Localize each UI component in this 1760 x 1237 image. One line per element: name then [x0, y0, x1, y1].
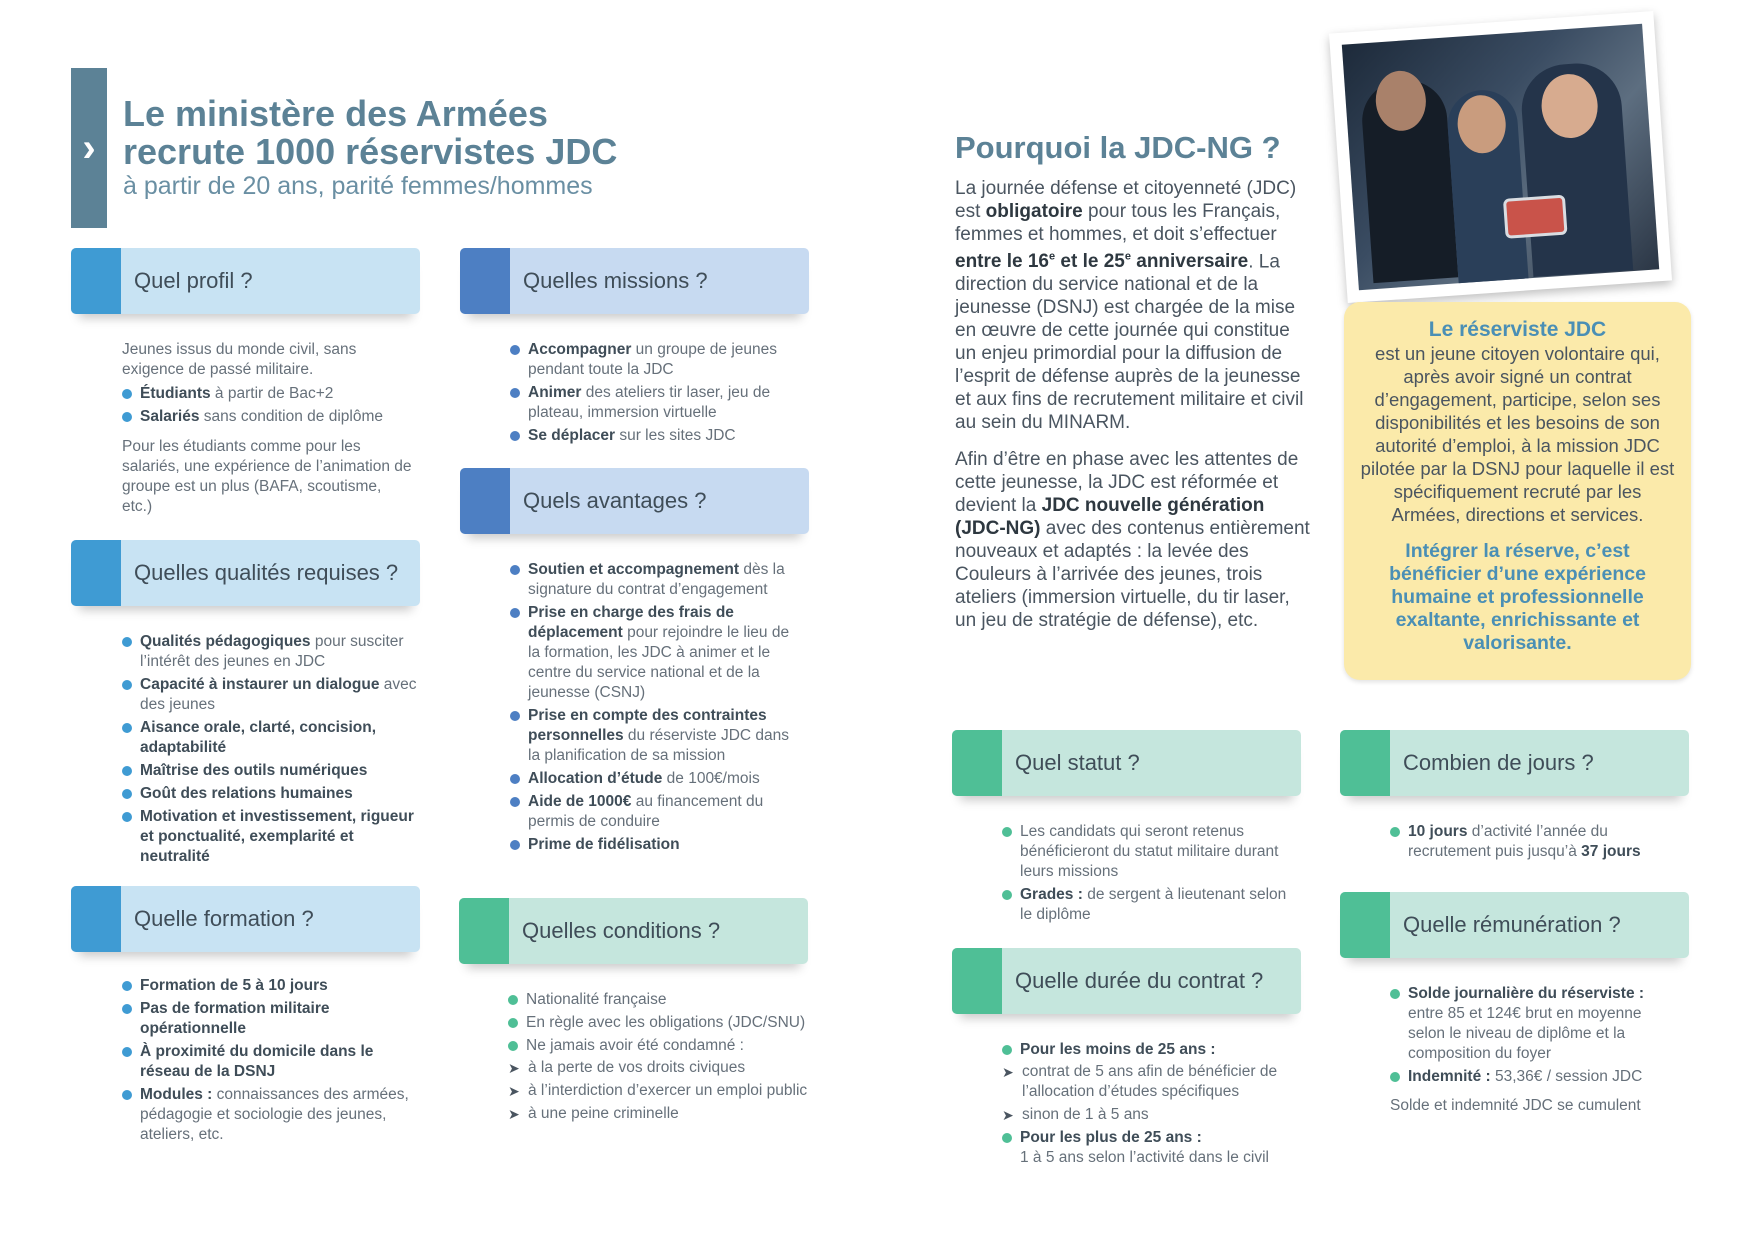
- title-line-1: Le ministère des Armées: [123, 93, 548, 134]
- list-item: Nationalité française: [508, 990, 808, 1010]
- list-item: Grades : de sergent à lieutenant selon le diplôme: [1002, 885, 1302, 925]
- profil-outro: Pour les étudiants comme pour les salariés, une expérience de l’animation de groupe est un plus (BAFA, scoutisme, etc.): [122, 438, 412, 515]
- list-item: Pas de formation militaire opérationnelle: [122, 999, 422, 1039]
- list-item: Pour les plus de 25 ans : 1 à 5 ans selon l’activité dans le civil: [1002, 1128, 1307, 1168]
- sub-list-item: ➤ contrat de 5 ans afin de bénéficier de l’allocation d’études spécifiques: [1002, 1062, 1307, 1102]
- title-line-2: recrute 1000 réservistes JDC: [123, 131, 618, 172]
- list-item: Les candidats qui seront retenus bénéficieront du statut militaire durant leurs missions: [1002, 822, 1302, 882]
- pourquoi-body: [955, 177, 1315, 646]
- page-title: [123, 95, 743, 171]
- pourquoi-title: Pourquoi la JDC-NG ?: [955, 130, 1281, 165]
- section-header-qualites: [71, 540, 420, 606]
- section-header-jours: [1340, 730, 1689, 796]
- list-item: Animer des ateliers tir laser, jeu de plateau, immersion virtuelle: [510, 383, 800, 423]
- page-subtitle: à partir de 20 ans, parité femmes/hommes: [123, 172, 593, 200]
- list-item: Qualités pédagogiques pour susciter l’intérêt des jeunes en JDC: [122, 632, 417, 672]
- list-item: Allocation d’étude de 100€/mois: [510, 769, 795, 789]
- sub-list-item: ➤ à la perte de vos droits civiques: [508, 1058, 808, 1078]
- pourquoi-paragraph-2: Afin d’être en phase avec les attentes de cette jeunesse, la JDC est réformée et devient la JDC nouvelle génération (JDC-NG) avec des contenus entièrement nouveaux et adaptés : la levée des Couleurs à l’arrivée des jeunes, trois ateliers (immersion virtuelle, du tir laser, un jeu de stratégie de défense), etc.: [955, 449, 1310, 632]
- list-item: Ne jamais avoir été condamné : ➤ à la perte de vos droits civiques ➤ à l’interdiction d’exercer un emploi public ➤ à une peine criminelle: [508, 1036, 808, 1124]
- list-item: En règle avec les obligations (JDC/SNU): [508, 1013, 808, 1033]
- sub-list-item: ➤ sinon de 1 à 5 ans: [1002, 1105, 1307, 1125]
- section-strip: [71, 886, 121, 952]
- list-item: Aide de 1000€ au financement du permis de conduire: [510, 792, 795, 832]
- section-title: Quelles qualités requises ?: [134, 560, 399, 585]
- reserviste-callout: Intégrer la réserve, c’est bénéficier d’une expérience humaine et professionnelle exaltante, enrichissante et valorisante.: [1389, 540, 1646, 654]
- list-item: Maîtrise des outils numériques: [122, 761, 417, 781]
- section-strip: [460, 468, 510, 534]
- list-item: Salariés sans condition de diplôme: [122, 407, 412, 427]
- section-strip: [459, 898, 509, 964]
- list-item: Soutien et accompagnement dès la signature du contrat d’engagement: [510, 560, 795, 600]
- section-strip: [71, 540, 121, 606]
- duree-list: [1002, 1040, 1307, 1171]
- section-title: Quelles missions ?: [523, 268, 708, 293]
- remuneration-note: Solde et indemnité JDC se cumulent: [1390, 1097, 1641, 1114]
- photo-young-people: [1329, 11, 1672, 303]
- list-item: Aisance orale, clarté, concision, adaptabilité: [122, 718, 417, 758]
- section-header-remuneration: [1340, 892, 1689, 958]
- conditions-list: [508, 990, 808, 1127]
- section-strip: [1340, 892, 1390, 958]
- section-header-avantages: [460, 468, 809, 534]
- section-header-missions: [460, 248, 809, 314]
- section-header-profil: [71, 248, 420, 314]
- section-strip: [952, 730, 1002, 796]
- chevron-right-icon: ›: [82, 126, 96, 170]
- section-title: Combien de jours ?: [1403, 750, 1594, 775]
- list-item: Capacité à instaurer un dialogue avec des jeunes: [122, 675, 417, 715]
- reserviste-body: est un jeune citoyen volontaire qui, après avoir signé un contrat d’engagement, participe, selon ses disponibilités et les besoins de son autorité d’emploi, à la mission JDC pilotée par la DSNJ pour laquelle il est spécifiquement recruté par les Armées, directions et services.: [1360, 343, 1675, 525]
- profil-intro: Jeunes issus du monde civil, sans exigence de passé militaire.: [122, 341, 357, 378]
- list-item: Prise en charge des frais de déplacement pour rejoindre le lieu de la formation, les JDC à animer et le centre du service national et de la jeunesse (CSNJ): [510, 603, 795, 703]
- section-title: Quelle formation ?: [134, 906, 314, 931]
- photo-image: [1342, 24, 1659, 290]
- list-item: Formation de 5 à 10 jours: [122, 976, 422, 996]
- profil-list: [122, 384, 412, 427]
- list-item: Motivation et investissement, rigueur et ponctualité, exemplarité et neutralité: [122, 807, 417, 867]
- duree-sublist: [1002, 1062, 1307, 1125]
- list-item: Prise en compte des contraintes personnelles du réserviste JDC dans la planification de sa mission: [510, 706, 795, 766]
- section-strip: [71, 248, 121, 314]
- avantages-list: [510, 560, 795, 858]
- list-item: Accompagner un groupe de jeunes pendant toute la JDC: [510, 340, 800, 380]
- section-strip: [1340, 730, 1390, 796]
- section-title: Quel profil ?: [134, 268, 253, 293]
- sub-list-item: ➤ à l’interdiction d’exercer un emploi public: [508, 1081, 808, 1101]
- formation-list: [122, 976, 422, 1148]
- profil-content: [122, 340, 412, 529]
- pourquoi-paragraph-1: La journée défense et citoyenneté (JDC) est obligatoire pour tous les Français, femmes et hommes, et doit s’effectuer entre le 16e et le 25e anniversaire. La direction du service national et de la jeunesse (DSNJ) est chargée de la mise en œuvre de cette journée qui constitue un enjeu primordial pour la diffusion de l’esprit de défense auprès de la jeunesse et aux fins de recrutement militaire et civil au sein du MINARM.: [955, 178, 1304, 434]
- list-item: À proximité du domicile dans le réseau de la DSNJ: [122, 1042, 422, 1082]
- section-strip: [952, 948, 1002, 1014]
- list-item: Modules : connaissances des armées, pédagogie et sociologie des jeunes, ateliers, etc.: [122, 1085, 422, 1145]
- section-header-duree: [952, 948, 1301, 1014]
- list-item: Goût des relations humaines: [122, 784, 417, 804]
- list-item: Prime de fidélisation: [510, 835, 795, 855]
- section-header-statut: [952, 730, 1301, 796]
- missions-list: [510, 340, 800, 449]
- section-title: Quel statut ?: [1015, 750, 1140, 775]
- conditions-sublist: [508, 1058, 808, 1124]
- section-title: Quels avantages ?: [523, 488, 707, 513]
- sub-list-item: ➤ à une peine criminelle: [508, 1104, 808, 1124]
- list-item: Se déplacer sur les sites JDC: [510, 426, 800, 446]
- statut-list: [1002, 822, 1302, 928]
- section-header-formation: [71, 886, 420, 952]
- section-header-conditions: [459, 898, 808, 964]
- list-item: Étudiants à partir de Bac+2: [122, 384, 412, 404]
- section-title: Quelle durée du contrat ?: [1015, 968, 1264, 993]
- section-strip: [460, 248, 510, 314]
- section-title: Quelles conditions ?: [522, 918, 721, 943]
- section-title: Quelle rémunération ?: [1403, 912, 1621, 937]
- qualites-list: [122, 632, 417, 870]
- list-item: 10 jours d’activité l’année du recrutement puis jusqu’à 37 jours: [1390, 822, 1685, 862]
- remuneration-list: [1390, 984, 1680, 1090]
- jours-list: [1390, 822, 1685, 865]
- list-item: Indemnité : 53,36€ / session JDC: [1390, 1067, 1680, 1087]
- list-item: Pour les moins de 25 ans : ➤ contrat de 5 ans afin de bénéficier de l’allocation d’études spécifiques ➤ sinon de 1 à 5 ans: [1002, 1040, 1307, 1125]
- reserviste-title: Le réserviste JDC: [1428, 318, 1607, 341]
- reserviste-info-box: [1344, 302, 1691, 680]
- list-item: Solde journalière du réserviste : entre 85 et 124€ brut en moyenne selon le niveau de diplôme et la composition du foyer: [1390, 984, 1680, 1064]
